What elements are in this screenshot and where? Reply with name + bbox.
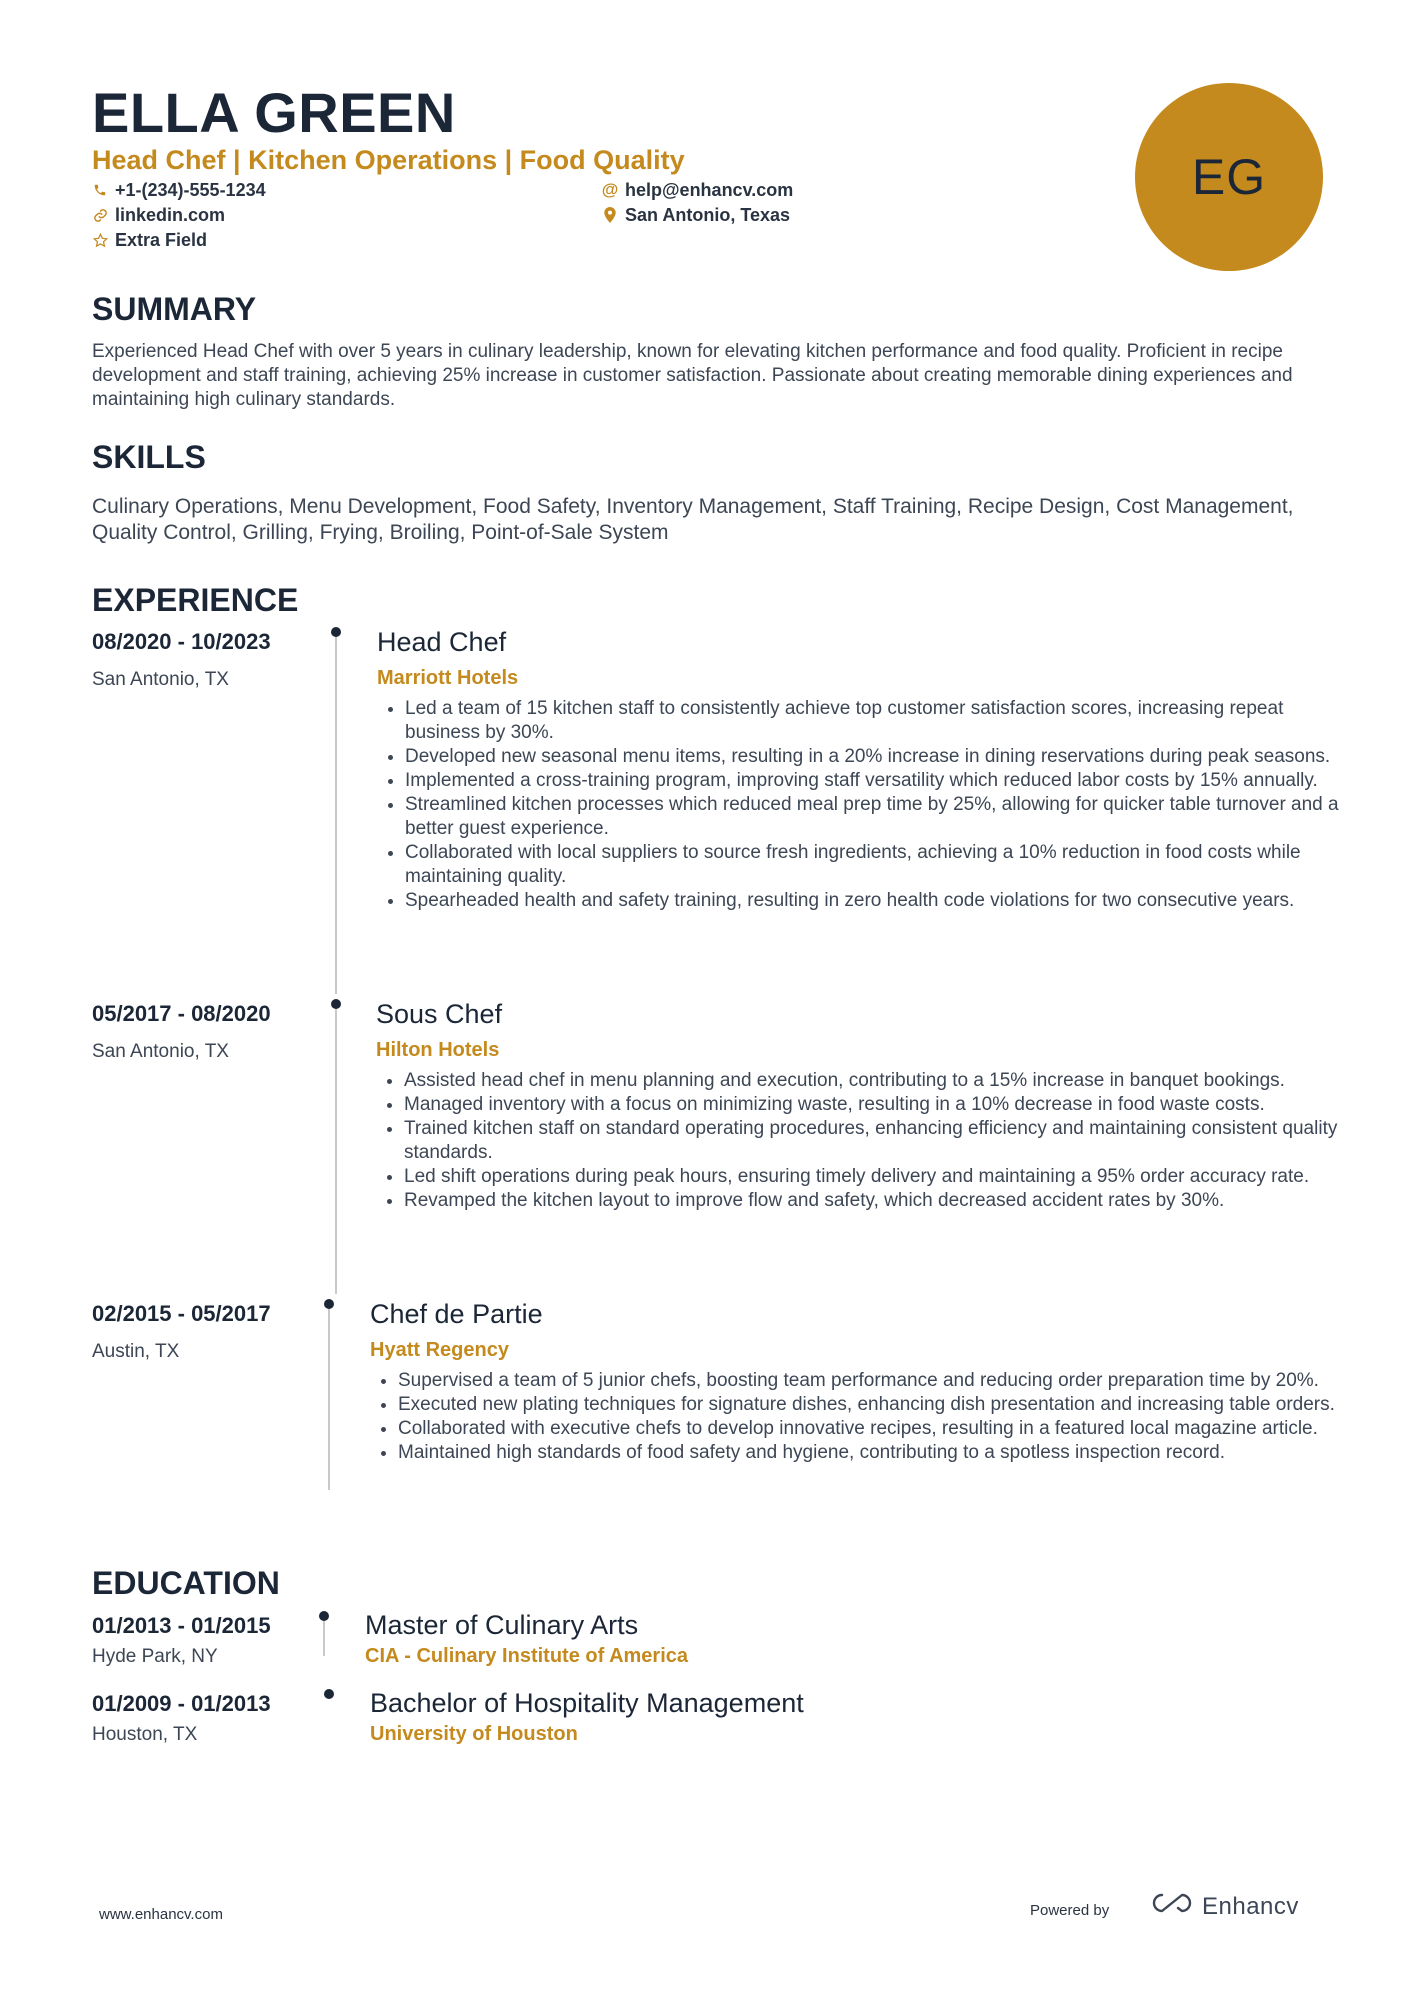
list-item: • Streamlined kitchen processes which reduced meal prep time by 25%, allowing for quicker table turnover and a better guest experience. bbox=[405, 793, 1345, 841]
job-company: Marriott Hotels bbox=[377, 667, 519, 689]
contact-location bbox=[602, 203, 790, 227]
education-dates: 01/2009 - 01/2013 bbox=[92, 1691, 271, 1716]
skills-text: Culinary Operations, Menu Development, Food Safety, Inventory Management, Staff Training, Recipe Design, Cost Management, Quality Control, Grilling, Frying, Broiling, Point-of-Sale System bbox=[92, 495, 1294, 544]
star-icon bbox=[92, 232, 108, 248]
list-item: • Supervised a team of 5 junior chefs, boosting team performance and reducing order preparation time by 20%. bbox=[398, 1369, 1338, 1393]
list-item: • Implemented a cross-training program, improving staff versatility which reduced labor costs by 15% annually. bbox=[405, 769, 1345, 793]
timeline-dot bbox=[331, 999, 341, 1009]
education-location: Hyde Park, NY bbox=[92, 1646, 218, 1667]
list-item: • Trained kitchen staff on standard operating procedures, enhancing efficiency and maintaining consistent quality standards. bbox=[404, 1117, 1344, 1165]
list-item: • Collaborated with local suppliers to source fresh ingredients, achieving a 10% reduction in food costs while maintaining quality. bbox=[405, 841, 1345, 889]
contact-phone bbox=[92, 178, 266, 202]
list-item: • Led a team of 15 kitchen staff to consistently achieve top customer satisfaction scores, increasing repeat business by 30%. bbox=[405, 697, 1345, 745]
candidate-headline: Head Chef | Kitchen Operations | Food Quality bbox=[92, 145, 685, 175]
list-item: • Maintained high standards of food safety and hygiene, contributing to a spotless inspection record. bbox=[398, 1441, 1338, 1465]
education-school: CIA - Culinary Institute of America bbox=[365, 1645, 689, 1667]
timeline-line bbox=[335, 1004, 337, 1294]
job-dates: 05/2017 - 08/2020 bbox=[92, 1001, 271, 1026]
education-location: Houston, TX bbox=[92, 1724, 198, 1745]
linkedin-text[interactable]: linkedin.com bbox=[115, 205, 226, 225]
list-item: • Revamped the kitchen layout to improve flow and safety, which decreased accident rates by 30%. bbox=[404, 1189, 1344, 1213]
timeline-dot bbox=[324, 1689, 334, 1699]
job-bullets bbox=[376, 1069, 1344, 1213]
phone-text: +1-(234)-555-1234 bbox=[115, 180, 266, 200]
job-dates: 08/2020 - 10/2023 bbox=[92, 629, 271, 654]
education-degree: Master of Culinary Arts bbox=[365, 1610, 639, 1640]
timeline-line bbox=[323, 1616, 325, 1656]
education-school: University of Houston bbox=[370, 1723, 578, 1745]
phone-icon bbox=[92, 182, 108, 198]
education-dates: 01/2013 - 01/2015 bbox=[92, 1613, 271, 1638]
job-location: Austin, TX bbox=[92, 1341, 180, 1362]
timeline-dot bbox=[319, 1611, 329, 1621]
job-role: Head Chef bbox=[377, 627, 507, 657]
job-bullets bbox=[377, 697, 1345, 913]
candidate-name: ELLA GREEN bbox=[92, 81, 456, 144]
job-role: Chef de Partie bbox=[370, 1299, 543, 1329]
extra-text: Extra Field bbox=[115, 230, 208, 250]
contact-extra bbox=[92, 228, 207, 252]
summary-title: SUMMARY bbox=[92, 291, 257, 327]
avatar-initials: EG bbox=[1191, 149, 1267, 205]
education-degree: Bachelor of Hospitality Management bbox=[370, 1688, 804, 1718]
avatar bbox=[1135, 83, 1323, 271]
contact-linkedin[interactable] bbox=[92, 203, 225, 227]
timeline-dot bbox=[331, 627, 341, 637]
job-bullets bbox=[370, 1369, 1338, 1465]
list-item: • Spearheaded health and safety training, resulting in zero health code violations for two consecutive years. bbox=[405, 889, 1345, 913]
list-item: • Executed new plating techniques for signature dishes, enhancing dish presentation and increasing table orders. bbox=[398, 1393, 1338, 1417]
list-item: • Managed inventory with a focus on minimizing waste, resulting in a 10% decrease in food waste costs. bbox=[404, 1093, 1344, 1117]
link-icon bbox=[92, 207, 108, 223]
job-role: Sous Chef bbox=[376, 999, 503, 1029]
education-title: EDUCATION bbox=[92, 1565, 280, 1601]
email-text[interactable]: help@enhancv.com bbox=[625, 180, 794, 200]
location-pin-icon bbox=[602, 207, 618, 223]
brand-name: Enhancv bbox=[1202, 1892, 1299, 1920]
timeline-line bbox=[335, 632, 337, 994]
summary-text: Experienced Head Chef with over 5 years in culinary leadership, known for elevating kitchen performance and food quality. Proficient in recipe development and staff training, achieving 25% increase in customer satisfaction. Passionate about creating memorable dining experiences and maintaining high culinary standards. bbox=[92, 341, 1293, 410]
list-item: • Developed new seasonal menu items, resulting in a 20% increase in dining reservations during peak seasons. bbox=[405, 745, 1345, 769]
location-text: San Antonio, Texas bbox=[625, 205, 791, 225]
contact-email[interactable] bbox=[602, 178, 793, 202]
experience-title: EXPERIENCE bbox=[92, 582, 299, 618]
footer-brand[interactable] bbox=[1148, 1890, 1299, 1923]
footer-website[interactable]: www.enhancv.com bbox=[99, 1906, 223, 1923]
job-location: San Antonio, TX bbox=[92, 1041, 229, 1062]
list-item: • Assisted head chef in menu planning and execution, contributing to a 15% increase in banquet bookings. bbox=[404, 1069, 1344, 1093]
list-item: • Led shift operations during peak hours, ensuring timely delivery and maintaining a 95% order accuracy rate. bbox=[404, 1165, 1344, 1189]
job-company: Hilton Hotels bbox=[376, 1039, 500, 1061]
job-location: San Antonio, TX bbox=[92, 669, 229, 690]
job-company: Hyatt Regency bbox=[370, 1339, 509, 1361]
footer-powered-by: Powered by bbox=[1030, 1902, 1110, 1919]
list-item: • Collaborated with executive chefs to develop innovative recipes, resulting in a featured local magazine article. bbox=[398, 1417, 1338, 1441]
at-icon: @ bbox=[601, 180, 619, 199]
timeline-line bbox=[328, 1304, 330, 1490]
skills-title: SKILLS bbox=[92, 439, 206, 475]
enhancv-logo-icon bbox=[1148, 1890, 1196, 1923]
job-dates: 02/2015 - 05/2017 bbox=[92, 1301, 271, 1326]
timeline-dot bbox=[324, 1299, 334, 1309]
